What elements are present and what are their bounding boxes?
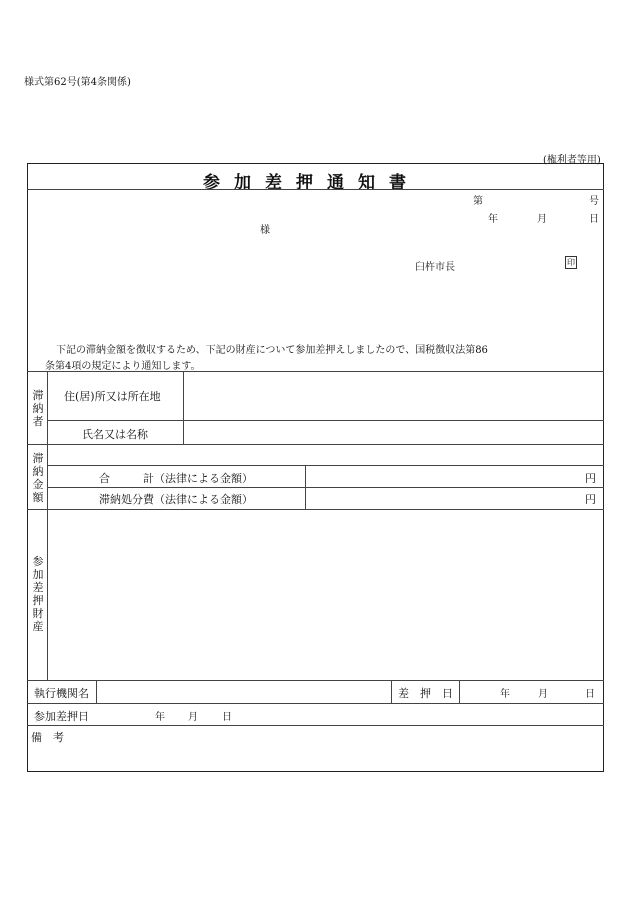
issue-date-month: 月: [537, 214, 547, 225]
form-title: 参加差押通知書: [203, 173, 420, 193]
participation-date-label: 参加差押日: [34, 710, 89, 723]
seizure-date-month: 月: [538, 689, 548, 700]
total-amount-label: 合 計（法律による金額）: [99, 472, 253, 485]
total-amount-yen: 円: [585, 472, 596, 485]
rule-label-column: [47, 371, 48, 680]
rule-amount-value-column: [305, 465, 306, 509]
rule-execution-bottom: [27, 703, 604, 704]
rule-taxpayer-bottom: [27, 444, 604, 445]
issue-date-year: 年: [488, 214, 498, 225]
issuer-name: 臼杵市長: [415, 262, 455, 273]
participation-date-year: 年: [155, 712, 165, 723]
rule-seizure-label-column: [391, 680, 392, 703]
rule-agency-label-column: [96, 680, 97, 703]
taxpayer-label: 滞納者: [32, 389, 44, 428]
title-divider: [27, 189, 604, 190]
agency-label: 執行機関名: [34, 687, 89, 700]
participation-date-day: 日: [222, 712, 232, 723]
notice-line-1: 下記の滞納金額を徴収するため、下記の財産について参加差押えしましたので、国税徴収法第86: [56, 345, 488, 356]
rule-property-bottom: [27, 680, 604, 681]
rule-taxpayer-top: [27, 371, 604, 372]
disposal-fee-yen: 円: [585, 493, 596, 506]
addressee-suffix: 様: [260, 225, 270, 236]
seizure-date-day: 日: [585, 689, 595, 700]
seal-mark: 印: [567, 258, 575, 267]
notice-line-2: 条第4項の規定により通知します。: [45, 361, 201, 372]
rule-amount-top: [47, 465, 604, 466]
name-label: 氏名又は名称: [82, 428, 148, 441]
rule-amount-bottom: [27, 509, 604, 510]
form-number: 様式第62号(第4条関係): [24, 77, 131, 88]
variant-note: (権利者等用): [543, 155, 601, 166]
address-label: 住(居)所又は所在地: [64, 390, 161, 403]
seizure-date-year: 年: [500, 689, 510, 700]
rule-taxpayer-value-column: [183, 371, 184, 444]
property-label: 参加差押財産: [32, 555, 44, 633]
rule-address-bottom: [47, 420, 604, 421]
rule-amount-mid: [47, 487, 604, 488]
number-suffix: 号: [589, 196, 599, 207]
participation-date-month: 月: [188, 712, 198, 723]
rule-participation-bottom: [27, 725, 604, 726]
number-prefix: 第: [473, 196, 483, 207]
disposal-fee-label: 滞納処分費（法律による金額）: [99, 493, 253, 506]
seizure-date-label: 差 押 日: [398, 687, 453, 700]
remarks-label: 備 考: [31, 731, 64, 744]
rule-seizure-value-column: [459, 680, 460, 703]
issue-date-day: 日: [589, 214, 599, 225]
delinquent-amount-label: 滞納金額: [32, 452, 44, 504]
